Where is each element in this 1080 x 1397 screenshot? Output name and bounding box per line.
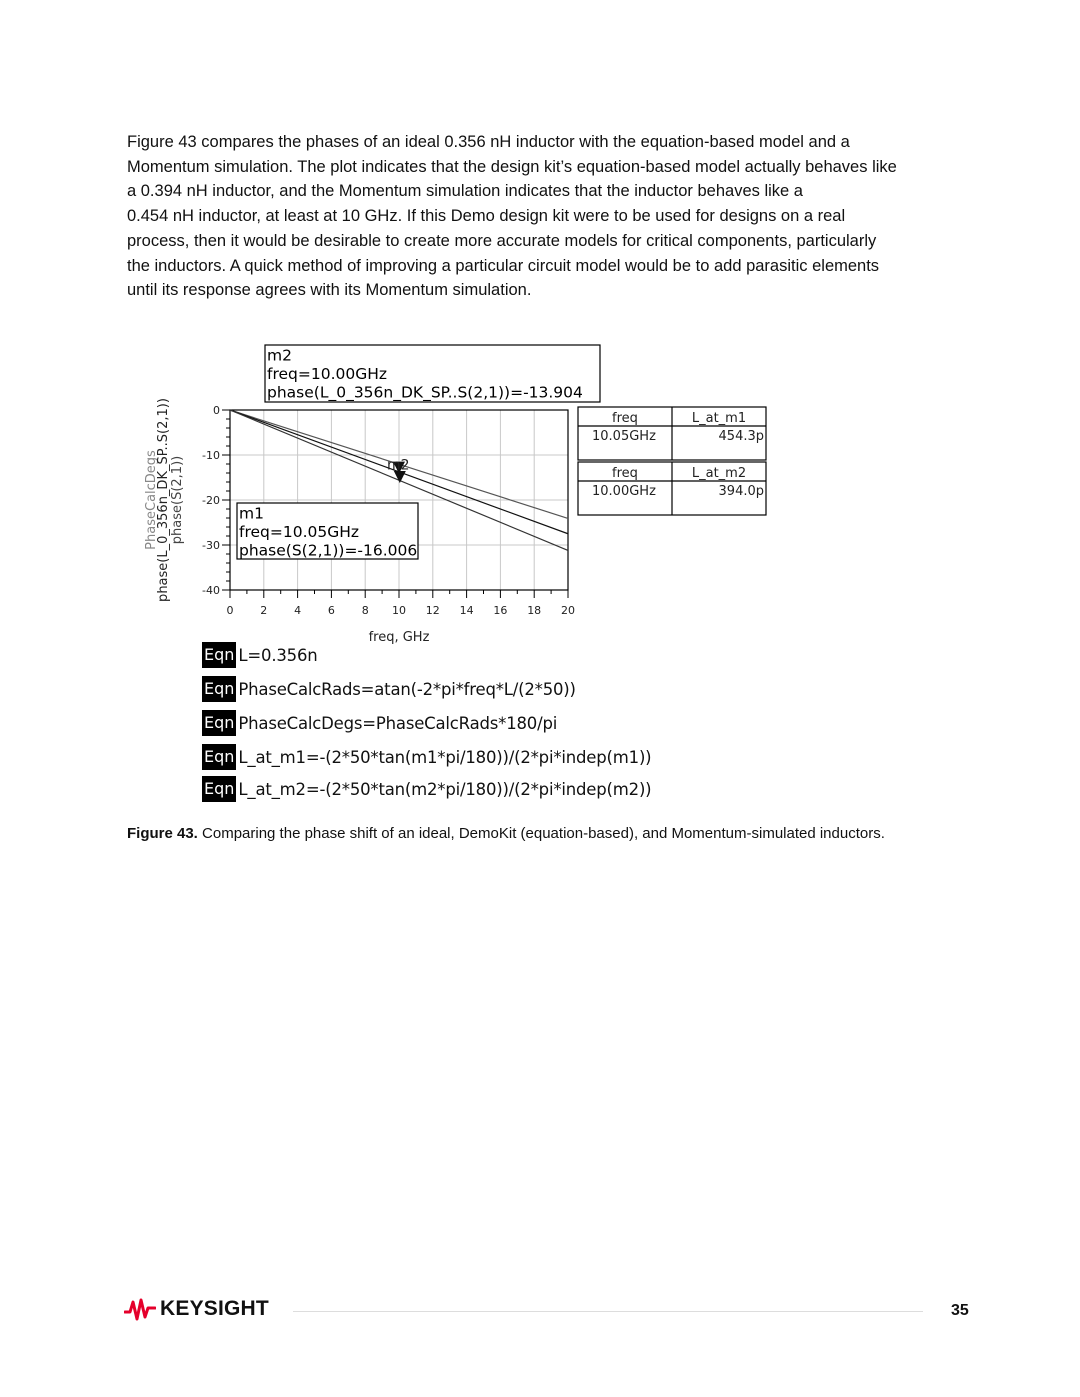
equation-row <box>202 676 576 702</box>
table-cell: 10.00GHz <box>592 484 656 499</box>
eqn-tag: Eqn <box>202 776 236 802</box>
y-tick-label: 0 <box>213 404 220 417</box>
x-tick-label: 2 <box>260 604 268 617</box>
marker-readout-text: phase(S(2,1))=-16.006 <box>239 541 418 560</box>
table-header: freq <box>612 411 638 426</box>
paragraph-line: a 0.394 nH inductor, and the Momentum simulation indicates that the inductor behaves like a <box>127 182 803 201</box>
table-header: freq <box>612 466 638 481</box>
y-tick-label: -30 <box>202 539 220 552</box>
caption-text: Comparing the phase shift of an ideal, DemoKit (equation-based), and Momentum-simulated inductors. <box>197 825 885 842</box>
y-tick-label: -20 <box>202 494 220 507</box>
paragraph-line: 0.454 nH inductor, at least at 10 GHz. If this Demo design kit were to be used for designs on a real <box>127 207 846 226</box>
phase-plot <box>0 0 1080 660</box>
figure-caption <box>127 825 885 842</box>
keysight-wave-icon <box>124 1297 156 1321</box>
marker-label: m2 <box>387 457 410 474</box>
equation-text: L_at_m1=-(2*50*tan(m1*pi/180))/(2*pi*indep(m1)) <box>238 747 652 767</box>
x-axis-label: freq, GHz <box>368 630 430 645</box>
equation-row <box>202 776 651 802</box>
marker-readout-text: freq=10.00GHz <box>267 365 388 383</box>
eqn-tag: Eqn <box>202 710 236 736</box>
x-tick-label: 8 <box>361 604 369 617</box>
equation-text: PhaseCalcRads=atan(-2*pi*freq*L/(2*50)) <box>238 679 576 699</box>
marker-readout-text: freq=10.05GHz <box>239 523 360 541</box>
paragraph-line: process, then it would be desirable to create more accurate models for critical components, particularly <box>127 231 877 250</box>
x-tick-label: 0 <box>226 604 234 617</box>
paragraph-line: the inductors. A quick method of improving a particular circuit model would be to add parasitic elements <box>127 256 880 275</box>
table-cell: 10.05GHz <box>592 429 656 444</box>
equation-row <box>202 710 557 736</box>
x-tick-label: 16 <box>493 604 508 617</box>
y-tick-label: -10 <box>202 449 220 462</box>
marker-readout-text: phase(L_0_356n_DK_SP..S(2,1))=-13.904 <box>267 383 583 402</box>
footer-divider <box>293 1311 923 1312</box>
marker-readout-text: m1 <box>239 504 264 523</box>
page-number: 35 <box>951 1302 969 1319</box>
y-axis-label: phase(L_0_356n_DK_SP..S(2,1)) <box>156 398 171 602</box>
x-tick-label: 6 <box>327 604 335 617</box>
marker-readout-text: m2 <box>267 346 292 365</box>
eqn-tag: Eqn <box>202 744 236 770</box>
brand-name: KEYSIGHT <box>160 1297 269 1320</box>
table-header: L_at_m2 <box>691 466 747 481</box>
keysight-logo <box>124 1297 269 1321</box>
paragraph-line: Figure 43 compares the phases of an ideal 0.356 nH inductor with the equation-based model and a <box>127 133 850 151</box>
y-axis-label: phase(S(2,1)) <box>170 455 185 545</box>
x-tick-label: 12 <box>425 604 440 617</box>
equation-text: L=0.356n <box>238 645 318 665</box>
x-tick-label: 4 <box>294 604 302 617</box>
caption-label: Figure 43. <box>127 825 198 842</box>
eqn-tag: Eqn <box>202 642 236 668</box>
x-tick-label: 20 <box>561 604 575 617</box>
y-axis-label: PhaseCalcDegs <box>144 450 159 550</box>
table-header: L_at_m1 <box>691 411 747 426</box>
equation-text: PhaseCalcDegs=PhaseCalcRads*180/pi <box>238 713 558 733</box>
x-tick-label: 10 <box>392 604 406 617</box>
table-cell: 454.3p <box>718 429 764 444</box>
equation-row <box>202 642 318 668</box>
equation-text: L_at_m2=-(2*50*tan(m2*pi/180))/(2*pi*indep(m2)) <box>238 779 652 799</box>
paragraph-line: until its response agrees with its Momentum simulation. <box>127 281 532 300</box>
table-cell: 394.0p <box>718 484 764 499</box>
equation-row <box>202 744 651 770</box>
y-tick-label: -40 <box>202 584 220 597</box>
x-tick-label: 18 <box>527 604 542 617</box>
paragraph-line: Momentum simulation. The plot indicates that the design kit’s equation-based model actually behaves like <box>127 157 897 176</box>
eqn-tag: Eqn <box>202 676 236 702</box>
x-tick-label: 14 <box>459 604 474 617</box>
